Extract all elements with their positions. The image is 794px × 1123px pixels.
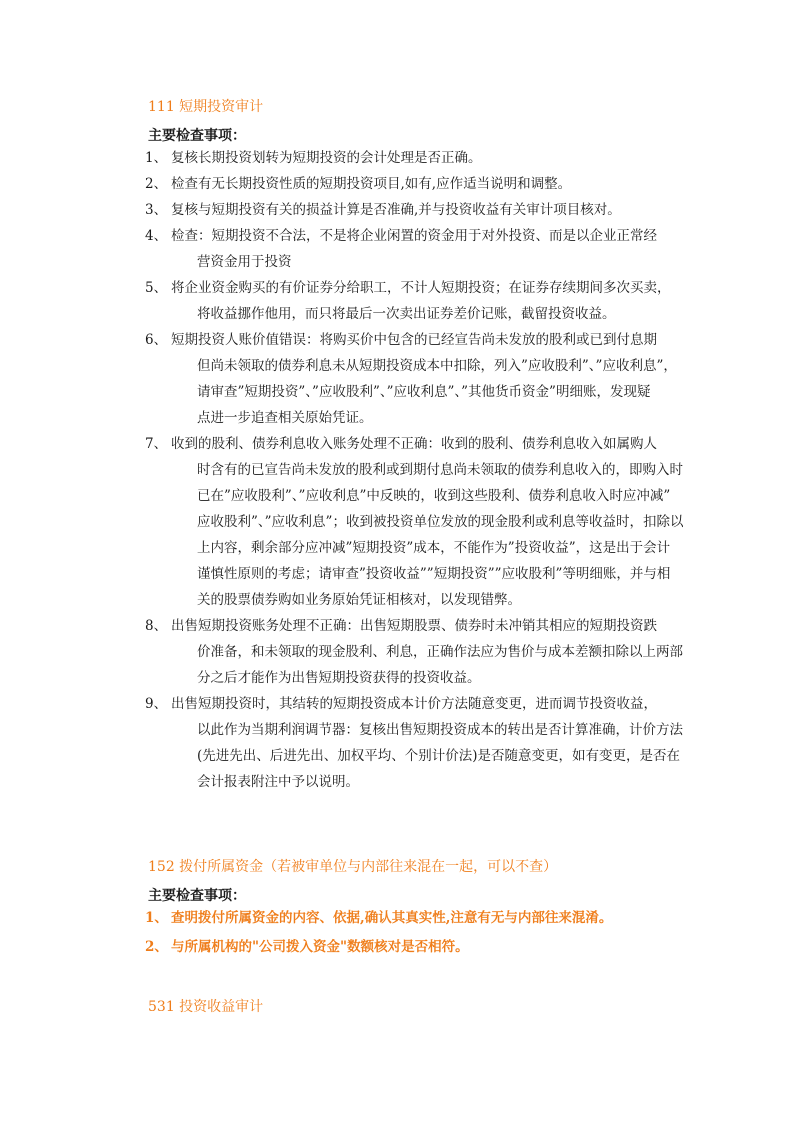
list-item-number: 3、 xyxy=(145,202,168,218)
list-item-number: 1、 xyxy=(145,910,168,926)
list-item xyxy=(145,691,683,795)
section-title-allocated-funds: 152 拨付所属资金（若被审单位与内部往来混在一起，可以不查） xyxy=(148,859,558,875)
list-item-text xyxy=(171,431,684,613)
list-item-number: 6、 xyxy=(145,332,168,348)
list-item-number: 5、 xyxy=(145,280,168,296)
text-line: 检查：短期投资不合法，不是将企业闲置的资金用于对外投资、而是以企业正常经 xyxy=(171,228,657,244)
list-item xyxy=(145,197,675,223)
section-subheading: 主要检查事项： xyxy=(148,888,246,904)
text-line: 已在”应收股利”、”应收利息”中反映的，收到这些股利、债券利息收入时应冲减” xyxy=(197,488,671,504)
text-line: 关的股票债券购如业务原始凭证相核对，以发现错弊。 xyxy=(197,592,521,608)
text-line: 出售短期投资账务处理不正确：出售短期股票、债券时未冲销其相应的短期投资跌 xyxy=(171,618,657,634)
list-item-number: 4、 xyxy=(145,228,168,244)
text-line: 会计报表附注中予以说明。 xyxy=(197,774,359,790)
list-item-text xyxy=(171,905,675,931)
list-item-text xyxy=(171,171,675,197)
text-line: 价准备，和未领取的现金股利、利息，正确作法应为售价与成本差额扣除以上两部 xyxy=(197,644,683,660)
text-line: 收到的股利、债券利息收入账务处理不正确：收到的股利、债券利息收入如属购人 xyxy=(171,436,657,452)
list-item xyxy=(145,431,684,613)
text-line: 请审查”短期投资”、”应收股利”、”应收利息”、”其他货币资金”明细账，发现疑 xyxy=(197,384,651,400)
text-line: 分之后才能作为出售短期投资获得的投资收益。 xyxy=(197,670,481,686)
text-line: (先进先出、后进先出、加权平均、个别计价法)是否随意变更，如有变更，是否在 xyxy=(197,748,681,764)
list-item-text xyxy=(171,934,675,960)
text-line: 查明拨付所属资金的内容、依据,确认其真实性,注意有无与内部往来混淆。 xyxy=(171,910,613,926)
text-line: 但尚未领取的债券利息未从短期投资成本中扣除，列入”应收股利”、”应收利息”， xyxy=(197,358,677,374)
list-item-number: 7、 xyxy=(145,436,168,452)
list-item-number: 9、 xyxy=(145,696,168,712)
list-item-text xyxy=(171,691,683,795)
text-line: 与所属机构的"公司拨入资金"数额核对是否相符。 xyxy=(171,939,469,955)
list-item-text xyxy=(171,275,675,327)
section-subheading: 主要检查事项： xyxy=(148,128,246,144)
text-line: 营资金用于投资 xyxy=(197,254,292,270)
text-line: 短期投资人账价值错误：将购买价中包含的已经宣告尚未发放的股利或已到付息期 xyxy=(171,332,657,348)
list-item-text xyxy=(171,327,675,431)
text-line: 复核长期投资划转为短期投资的会计处理是否正确。 xyxy=(171,150,482,166)
list-item xyxy=(145,327,675,431)
text-line: 点进一步追查相关原始凭证。 xyxy=(197,410,373,426)
text-line: 时含有的已宣告尚未发放的股利或到期付息尚未领取的债券利息收入的，即购入时 xyxy=(197,462,683,478)
text-line: 出售短期投资时，其结转的短期投资成本计价方法随意变更，进而调节投资收益， xyxy=(171,696,657,712)
text-line: 将收益挪作他用，而只将最后一次卖出证券差价记账，截留投资收益。 xyxy=(197,306,616,322)
section-title-investment-income: 531 投资收益审计 xyxy=(148,999,264,1015)
list-item-text xyxy=(171,145,675,171)
list-item xyxy=(145,275,675,327)
text-line: 检查有无长期投资性质的短期投资项目,如有,应作适当说明和调整。 xyxy=(171,176,572,192)
text-line: 谨慎性原则的考虑；请审查”投资收益””短期投资””应收股利”等明细账，并与相 xyxy=(197,566,671,582)
list-item xyxy=(145,171,675,197)
text-line: 复核与短期投资有关的损益计算是否准确,并与投资收益有关审计项目核对。 xyxy=(171,202,621,218)
list-item-number: 8、 xyxy=(145,618,168,634)
list-item-text xyxy=(171,223,675,275)
section-title-short-term-investment: 111 短期投资审计 xyxy=(148,99,264,115)
list-item xyxy=(145,934,675,960)
text-line: 以此作为当期利润调节器：复核出售短期投资成本的转出是否计算准确，计价方法 xyxy=(197,722,683,738)
text-line: 应收股利”、”应收利息”；收到被投资单位发放的现金股利或利息等收益时，扣除以 xyxy=(197,514,684,530)
text-line: 上内容，剩余部分应冲减”短期投资”成本，不能作为”投资收益”，这是出于会计 xyxy=(197,540,671,556)
list-item xyxy=(145,145,675,171)
list-item-text xyxy=(171,613,683,691)
list-item-number: 1、 xyxy=(145,150,168,166)
list-item-number: 2、 xyxy=(145,939,168,955)
list-item xyxy=(145,613,683,691)
list-item-number: 2、 xyxy=(145,176,168,192)
list-item xyxy=(145,223,675,275)
list-item xyxy=(145,905,675,931)
text-line: 将企业资金购买的有价证券分给职工，不计人短期投资；在证券存续期间多次买卖， xyxy=(171,280,671,296)
list-item-text xyxy=(171,197,675,223)
